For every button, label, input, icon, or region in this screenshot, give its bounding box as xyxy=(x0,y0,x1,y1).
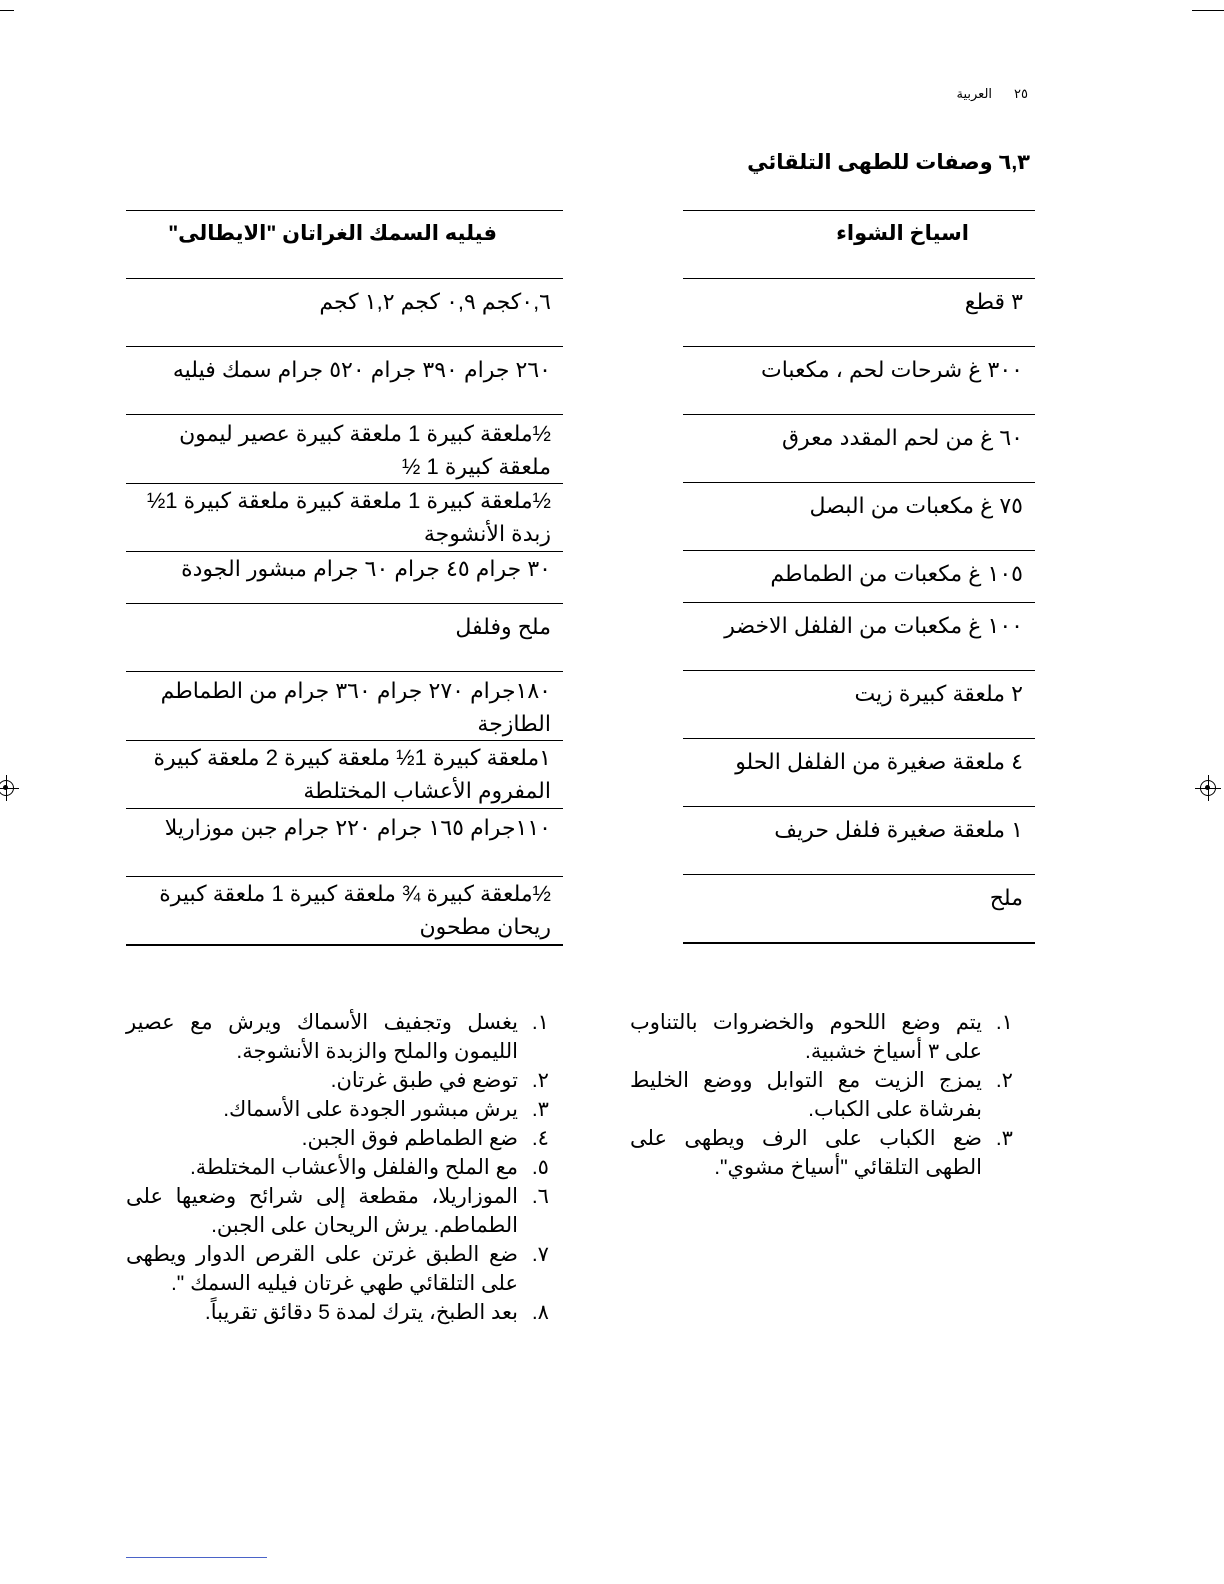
ingredient-cell: ٣٠ جرام ٤٥ جرام ٦٠ جرام مبشور الجودة xyxy=(126,552,563,604)
kebab-steps-list xyxy=(630,1008,1030,1182)
fish-gratin-ingredients-table xyxy=(126,210,563,946)
ingredient-cell: ٧٥ غ مكعبات من البصل xyxy=(683,483,1035,551)
ingredient-cell: ٢ ملعقة كبيرة زيت xyxy=(683,671,1035,739)
ingredient-cell: ٢٦٠ جرام ٣٩٠ جرام ٥٢٠ جرام سمك فيليه xyxy=(126,347,563,415)
ingredient-cell: ٣ قطع xyxy=(683,279,1035,347)
fish-gratin-steps-list xyxy=(126,1008,566,1327)
ingredient-cell: ١٨٠جرام ٢٧٠ جرام ٣٦٠ جرام من الطماطم الطازجة xyxy=(126,672,563,741)
page-language: العربية xyxy=(956,86,993,101)
step-item: 3. يرش مبشور الجودة على الأسماك. xyxy=(126,1095,526,1124)
ingredient-cell: ٠,٦كجم ٠,٩ كجم ١,٢ كجم xyxy=(126,279,563,347)
step-item: 6. الموزاريلا، مقطعة إلى شرائح وضعيها على الطماطم. يرش الريحان على الجبن. xyxy=(126,1182,526,1240)
step-item: 7. ضع الطبق غرتن على القرص الدوار ويطهى على التلقائي طهي غرتان فيليه السمك ". xyxy=(126,1240,526,1298)
section-title: ٦,٣ وصفات للطهى التلقائي xyxy=(747,151,1030,174)
ingredient-cell: ملح xyxy=(683,875,1035,943)
crop-mark xyxy=(0,10,14,11)
registration-mark-icon xyxy=(1200,780,1216,796)
ingredient-cell: ½ملعقة كبيرة 1 ملعقة كبيرة ملعقة كبيرة 1½ زبدة الأنشوجة xyxy=(126,484,563,552)
ingredient-cell: ١٠٠ غ مكعبات من الفلفل الاخضر xyxy=(683,603,1035,671)
ingredient-cell: ١٠٥ غ مكعبات من الطماطم xyxy=(683,551,1035,603)
crop-mark xyxy=(1192,10,1224,11)
step-item: 4. ضع الطماطم فوق الجبن. xyxy=(126,1124,526,1153)
step-item: 1. يتم وضع اللحوم والخضروات بالتناوب على ٣ أسياخ خشبية. xyxy=(630,1008,990,1066)
step-item: 8. بعد الطبخ، يترك لمدة 5 دقائق تقريباً. xyxy=(126,1298,526,1327)
recipe-title: اسياخ الشواء xyxy=(683,211,1035,279)
ingredient-cell: ١ملعقة كبيرة 1½ ملعقة كبيرة 2 ملعقة كبيرة المفروم الأعشاب المختلطة xyxy=(126,741,563,809)
step-item: 2. توضع في طبق غرتان. xyxy=(126,1066,526,1095)
page-header xyxy=(900,86,1028,102)
registration-mark-icon xyxy=(0,780,14,796)
ingredient-cell: ١ ملعقة صغيرة فلفل حريف xyxy=(683,807,1035,875)
kebab-ingredients-table xyxy=(683,210,1035,944)
ingredient-cell: ١١٠جرام ١٦٥ جرام ٢٢٠ جرام جبن موزاريلا xyxy=(126,809,563,877)
ingredient-cell: ٤ ملعقة صغيرة من الفلفل الحلو xyxy=(683,739,1035,807)
ingredient-cell: ٦٠ غ من لحم المقدد معرق xyxy=(683,415,1035,483)
ingredient-cell: ٣٠٠ غ شرحات لحم ، مكعبات xyxy=(683,347,1035,415)
ingredient-cell: ½ملعقة كبيرة ¾ ملعقة كبيرة 1 ملعقة كبيرة ريحان مطحون xyxy=(126,877,563,945)
ingredient-cell: ½ملعقة كبيرة 1 ملعقة كبيرة عصير ليمون ملعقة كبيرة 1 ½ xyxy=(126,415,563,484)
footnote-separator xyxy=(126,1557,267,1558)
page-number: ٢٥ xyxy=(1014,86,1028,101)
step-item: 2. يمزج الزيت مع التوابل ووضع الخليط بفرشاة على الكباب. xyxy=(630,1066,990,1124)
step-item: 3. ضع الكباب على الرف ويطهى على الطهى التلقائي "أسياخ مشوي". xyxy=(630,1124,990,1182)
step-item: 5. مع الملح والفلفل والأعشاب المختلطة. xyxy=(126,1153,526,1182)
step-item: 1. يغسل وتجفيف الأسماك ويرش مع عصير الليمون والملح والزبدة الأنشوجة. xyxy=(126,1008,526,1066)
recipe-title: فيليه السمك الغراتان "الايطالى" xyxy=(126,211,563,279)
ingredient-cell: ملح وفلفل xyxy=(126,604,563,672)
